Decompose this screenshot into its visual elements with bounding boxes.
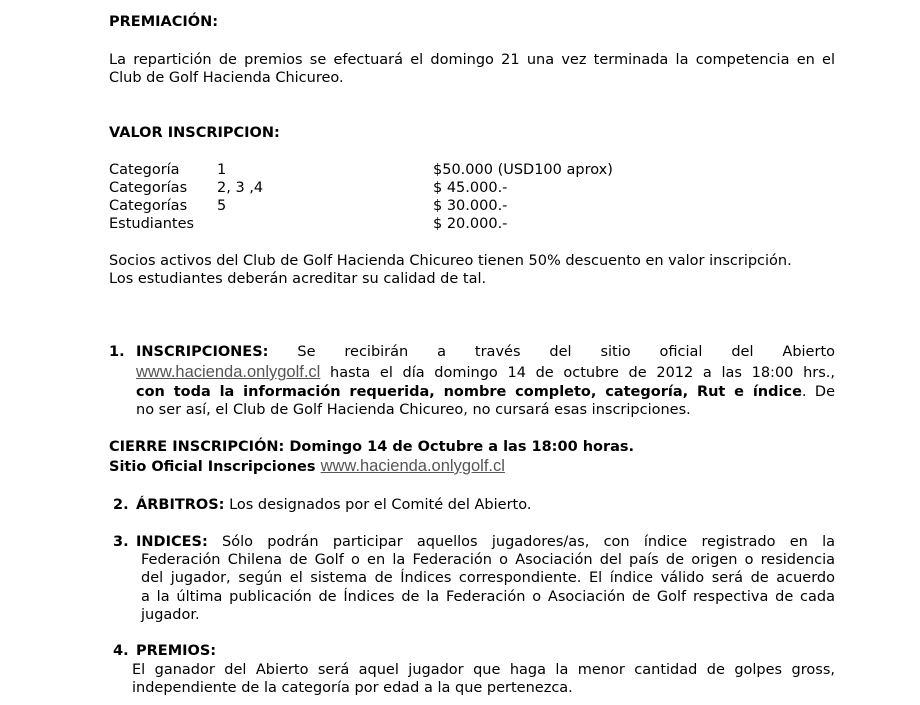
sitio-oficial-link[interactable]: www.hacienda.onlygolf.cl [320, 457, 505, 475]
premiacion-text-line-1: La repartición de premios se efectuará el domingo 21 una vez terminada la competencia en el [109, 52, 835, 68]
premios-title: PREMIOS: [136, 643, 217, 659]
price-row-label: Estudiantes [109, 216, 195, 232]
valor-note-line-1: Socios activos del Club de Golf Hacienda Chicureo tienen 50% descuento en valor inscripción. [109, 253, 792, 269]
price-row-amount: $ 30.000.- [433, 198, 508, 214]
price-row-amount: $ 20.000.- [433, 216, 508, 232]
price-row-label: Categoría [109, 162, 180, 178]
section-number: 4. [113, 643, 129, 659]
section-number: 3. [113, 534, 129, 550]
section-number: 2. [113, 497, 129, 513]
price-row-label: Categorías [109, 180, 188, 196]
price-row-label: Categorías [109, 198, 188, 214]
section-number: 1. [109, 344, 125, 360]
inscripciones-line-1: 1. INSCRIPCIONES: Se recibirán a través del sitio oficial del Abierto [109, 344, 835, 360]
indices-line-1: 3. INDICES: Sólo podrán participar aquellos jugadores/as, con índice registrado en la [113, 534, 835, 550]
premiacion-heading: PREMIACIÓN: [109, 14, 219, 30]
arbitros-line: 2. ÁRBITROS: Los designados por el Comité del Abierto. [113, 497, 532, 513]
inscripciones-title: INSCRIPCIONES: [136, 344, 269, 360]
premiacion-text-line-2: Club de Golf Hacienda Chicureo. [109, 70, 344, 86]
premios-line-2: independiente de la categoría por edad a la que pertenezca. [132, 680, 573, 696]
inscripciones-line-4: no ser así, el Club de Golf Hacienda Chicureo, no cursará esas inscripciones. [136, 402, 691, 418]
cierre-inscripcion: CIERRE INSCRIPCIÓN: Domingo 14 de Octubre a las 18:00 horas. [109, 439, 635, 455]
valor-note-line-2: Los estudiantes deberán acreditar su calidad de tal. [109, 271, 487, 287]
indices-line-2: Federación Chilena de Golf o en la Federación o Asociación del país de origen o residencia [141, 552, 835, 568]
inscripciones-line-2: www.hacienda.onlygolf.cl hasta el día domingo 14 de octubre de 2012 a las 18:00 hrs., [136, 363, 835, 381]
indices-title: INDICES: [136, 534, 208, 550]
price-row-amount: $ 45.000.- [433, 180, 508, 196]
indices-line-5: jugador. [141, 607, 200, 623]
indices-line-3: del jugador, según el sistema de Índices correspondiente. El índice válido será de acuerdo [141, 570, 835, 586]
indices-line-4: a la última publicación de Índices de la Federación o Asociación de Golf respectiva de cada [141, 589, 835, 605]
arbitros-title: ÁRBITROS: [136, 497, 225, 513]
premios-heading [113, 642, 839, 660]
premios-line-1: El ganador del Abierto será aquel jugador que haga la menor cantidad de golpes gross, [132, 662, 835, 678]
price-row-categories: 1 [217, 162, 227, 178]
inscripciones-line-3: con toda la información requerida, nombre completo, categoría, Rut e índice. De [136, 384, 835, 400]
valor-heading: VALOR INSCRIPCION: [109, 125, 280, 141]
inscripciones-link[interactable]: www.hacienda.onlygolf.cl [136, 363, 321, 381]
price-row-categories: 5 [217, 198, 227, 214]
sitio-oficial: Sitio Oficial Inscripciones www.hacienda.onlygolf.cl [109, 457, 505, 475]
price-row-categories: 2, 3 ,4 [217, 180, 264, 196]
price-row-amount: $50.000 (USD100 aprox) [433, 162, 613, 178]
